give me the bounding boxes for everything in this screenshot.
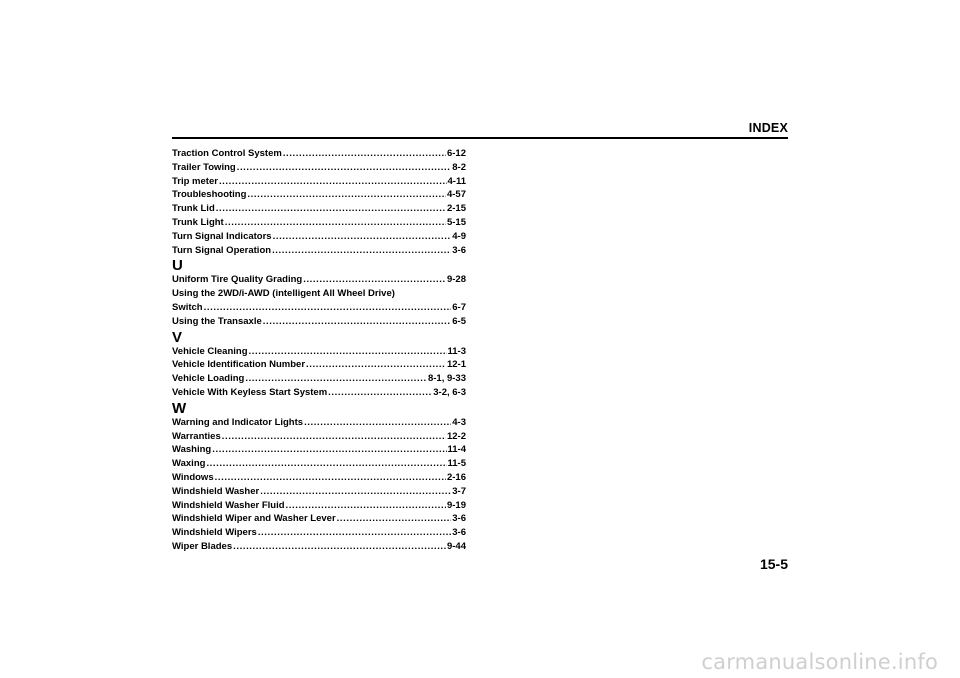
index-entry[interactable]	[172, 485, 466, 499]
index-entry-label: Turn Signal Operation	[172, 244, 272, 256]
index-entry-page[interactable]: 11-5	[447, 458, 466, 470]
dot-leader	[206, 457, 446, 471]
index-entry-page[interactable]: 8-1, 9-33	[427, 373, 466, 385]
index-entry-label: Windshield Wipers	[172, 527, 257, 539]
index-entry-label: Vehicle Cleaning	[172, 345, 248, 357]
page-header-title: INDEX	[748, 121, 788, 135]
index-entry-label: Switch	[172, 301, 203, 313]
index-entry-label: Waxing	[172, 458, 206, 470]
dot-leader	[303, 273, 446, 287]
index-entry[interactable]	[172, 372, 466, 386]
page-number: 15-5	[759, 556, 788, 572]
dot-leader	[225, 216, 446, 230]
index-entry-page[interactable]: 3-2, 6-3	[433, 386, 466, 398]
index-entry[interactable]	[172, 345, 466, 359]
dot-leader	[212, 443, 446, 457]
dot-leader	[249, 345, 447, 359]
index-entry-page[interactable]: 6-7	[452, 301, 466, 313]
index-entry[interactable]	[172, 175, 466, 189]
index-entry-page[interactable]: 11-4	[447, 444, 466, 456]
index-entry[interactable]	[172, 416, 466, 430]
index-entry-label: Windshield Washer	[172, 485, 260, 497]
index-list	[172, 147, 466, 554]
dot-leader	[273, 230, 452, 244]
index-entry-label: Wiper Blades	[172, 540, 233, 552]
index-entry[interactable]	[172, 430, 466, 444]
index-entry-page[interactable]: 9-28	[446, 274, 466, 286]
dot-leader	[233, 540, 446, 554]
index-entry[interactable]	[172, 301, 466, 315]
index-entry-label: Washing	[172, 444, 212, 456]
dot-leader	[263, 315, 452, 329]
dot-leader	[215, 471, 446, 485]
dot-leader	[237, 161, 452, 175]
index-entry-page[interactable]: 3-7	[452, 485, 466, 497]
index-entry[interactable]	[172, 443, 466, 457]
index-entry-label: Turn Signal Indicators	[172, 230, 272, 242]
index-entry-page[interactable]: 12-1	[446, 359, 466, 371]
index-entry-label: Vehicle Loading	[172, 373, 245, 385]
dot-leader	[286, 499, 446, 513]
index-entry-page[interactable]: 4-9	[452, 230, 466, 242]
index-entry-label: Trunk Light	[172, 216, 224, 228]
index-entry-label: Warranties	[172, 430, 221, 442]
index-entry-page[interactable]: 6-5	[452, 315, 466, 327]
index-entry[interactable]	[172, 244, 466, 258]
dot-leader	[283, 147, 446, 161]
index-entry-label: Using the Transaxle	[172, 315, 262, 327]
index-entry-label: Warning and Indicator Lights	[172, 416, 304, 428]
dot-leader	[247, 188, 446, 202]
index-entry[interactable]	[172, 216, 466, 230]
index-entry[interactable]	[172, 457, 466, 471]
index-entry-label: Traction Control System	[172, 148, 282, 159]
dot-leader	[222, 430, 446, 444]
index-entry[interactable]	[172, 386, 466, 400]
index-entry-page[interactable]: 3-6	[452, 244, 466, 256]
index-entry-page[interactable]: 4-57	[446, 189, 466, 201]
index-entry-label: Uniform Tire Quality Grading	[172, 274, 303, 286]
index-entry-page[interactable]: 2-15	[446, 203, 466, 215]
index-entry-label: Trailer Towing	[172, 161, 236, 173]
index-entry-page[interactable]: 8-2	[452, 161, 466, 173]
index-entry[interactable]	[172, 147, 466, 161]
index-entry[interactable]	[172, 540, 466, 554]
index-entry-label: Windshield Wiper and Washer Lever	[172, 513, 336, 525]
index-entry-page[interactable]: 9-19	[446, 499, 466, 511]
index-entry[interactable]	[172, 161, 466, 175]
dot-leader	[304, 416, 451, 430]
index-entry-label: Trunk Lid	[172, 203, 215, 215]
index-entry-label: Trip meter	[172, 175, 218, 187]
index-entry[interactable]	[172, 526, 466, 540]
index-entry-page[interactable]: 4-3	[452, 416, 466, 428]
index-entry[interactable]	[172, 202, 466, 216]
dot-leader	[258, 526, 451, 540]
dot-leader	[272, 244, 451, 258]
index-entry[interactable]	[172, 315, 466, 329]
dot-leader	[306, 358, 446, 372]
index-entry-label: Vehicle Identification Number	[172, 359, 306, 371]
index-entry[interactable]	[172, 358, 466, 372]
dot-leader	[219, 175, 447, 189]
watermark: carmanualsonline.info	[701, 650, 938, 674]
index-entry[interactable]	[172, 512, 466, 526]
index-entry-page[interactable]: 3-6	[452, 527, 466, 539]
index-entry-label: Using the 2WD/i-AWD (intelligent All Wheel Drive)	[172, 288, 395, 300]
index-entry[interactable]	[172, 230, 466, 244]
index-entry-page[interactable]: 6-12	[446, 148, 466, 159]
index-letter-heading: V	[172, 328, 183, 346]
index-entry-page[interactable]: 9-44	[446, 540, 466, 552]
dot-leader	[216, 202, 446, 216]
index-entry-label: Windshield Washer Fluid	[172, 499, 285, 511]
index-entry[interactable]	[172, 499, 466, 513]
index-entry[interactable]	[172, 471, 466, 485]
index-entry[interactable]	[172, 287, 466, 301]
index-entry-label: Windows	[172, 471, 214, 483]
header-rule	[172, 137, 788, 139]
dot-leader	[260, 485, 451, 499]
index-entry-label: Vehicle With Keyless Start System	[172, 386, 328, 398]
index-entry-page[interactable]: 2-16	[446, 471, 466, 483]
index-entry-page[interactable]: 11-3	[447, 345, 466, 357]
dot-leader	[204, 301, 452, 315]
index-letter-heading: U	[172, 257, 183, 275]
index-entry-page[interactable]: 4-11	[447, 175, 466, 187]
index-letter-heading: W	[172, 399, 187, 417]
index-entry[interactable]	[172, 273, 466, 287]
dot-leader	[337, 512, 452, 526]
index-entry-label: Troubleshooting	[172, 189, 247, 201]
index-entry[interactable]	[172, 188, 466, 202]
index-entry-page[interactable]: 3-6	[452, 513, 466, 525]
index-entry-page[interactable]: 5-15	[446, 216, 466, 228]
dot-leader	[328, 386, 432, 400]
dot-leader	[245, 372, 427, 386]
index-entry-page[interactable]: 12-2	[446, 430, 466, 442]
